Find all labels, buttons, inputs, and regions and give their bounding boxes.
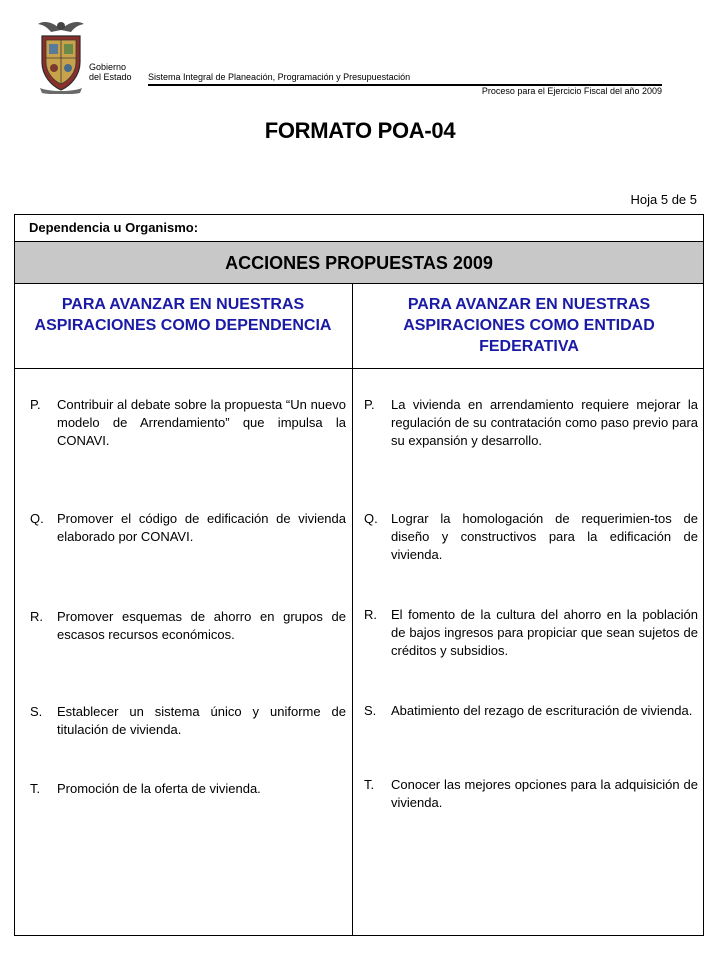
- item-marker: Q.: [30, 511, 44, 526]
- item-text: La vivienda en arrendamiento requiere mejorar la regulación de su contratación como paso previo para su expansión y desarrollo.: [391, 397, 698, 448]
- item-marker: T.: [30, 781, 41, 796]
- item-marker: S.: [364, 703, 377, 718]
- proceso-label: Proceso para el Ejercicio Fiscal del año 2009: [481, 86, 662, 96]
- left-column-header: PARA AVANZAR EN NUESTRAS ASPIRACIONES COMO DEPENDENCIA: [34, 296, 332, 334]
- right-column-header: PARA AVANZAR EN NUESTRAS ASPIRACIONES COMO ENTIDAD FEDERATIVA: [403, 296, 655, 355]
- acciones-title: ACCIONES PROPUESTAS 2009: [225, 253, 493, 273]
- sistema-label: Sistema Integral de Planeación, Programación y Presupuestación: [148, 72, 411, 82]
- page-title: FORMATO POA-04: [264, 118, 456, 143]
- column-divider: [352, 284, 353, 936]
- item-marker: R.: [30, 609, 43, 624]
- item-text: Establecer un sistema único y uniforme de titulación de vivienda.: [57, 704, 346, 737]
- del-estado-label: del Estado: [89, 72, 132, 82]
- item-text: Lograr la homologación de requerimien-tos de diseño y constructivos para la edificación de vivienda.: [391, 511, 698, 562]
- item-text: El fomento de la cultura del ahorro en la población de bajos ingresos para propiciar que sean sujetos de créditos y subsidios.: [391, 607, 698, 658]
- item-text: Promover el código de edificación de vivienda elaborado por CONAVI.: [57, 511, 346, 544]
- item-marker: T.: [364, 777, 375, 792]
- item-text: Abatimiento del rezago de escrituración de vivienda.: [391, 703, 693, 718]
- state-seal-icon: [36, 16, 86, 94]
- page-counter: Hoja 5 de 5: [630, 192, 697, 207]
- item-marker: P.: [30, 397, 41, 412]
- item-marker: P.: [364, 397, 375, 412]
- item-text: Promover esquemas de ahorro en grupos de escasos recursos económicos.: [57, 609, 346, 642]
- dependencia-label: Dependencia u Organismo:: [29, 220, 199, 235]
- item-marker: R.: [364, 607, 377, 622]
- item-marker: Q.: [364, 511, 378, 526]
- item-text: Conocer las mejores opciones para la adquisición de vivienda.: [391, 777, 698, 810]
- item-marker: S.: [30, 704, 43, 719]
- column-header-divider: [14, 368, 704, 369]
- item-text: Promoción de la oferta de vivienda.: [57, 781, 261, 796]
- item-text: Contribuir al debate sobre la propuesta “Un nuevo modelo de Arrendamiento” que impulsa la CONAVI.: [57, 397, 346, 448]
- gobierno-label: Gobierno: [89, 62, 127, 72]
